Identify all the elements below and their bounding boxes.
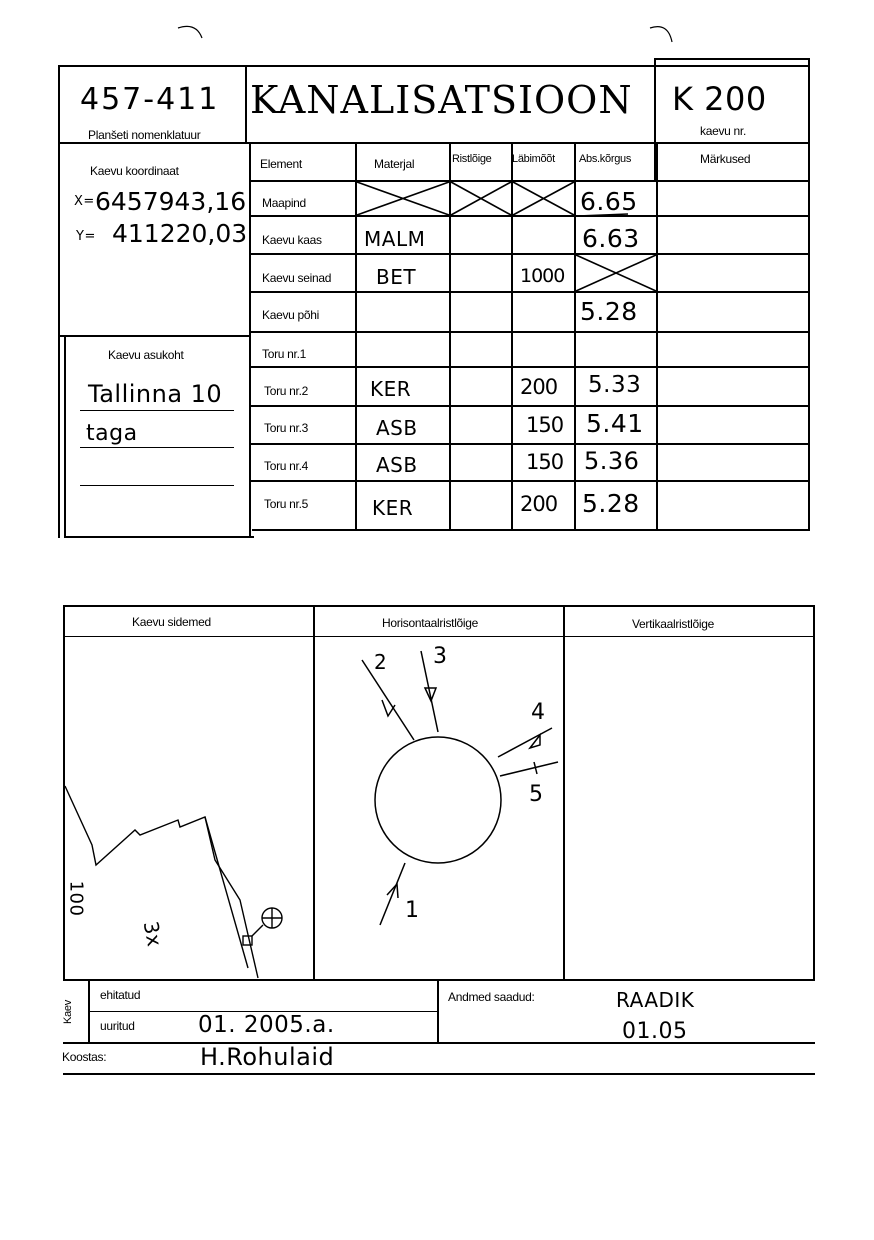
y-value: 411220,03 — [112, 219, 248, 248]
row-element: Maapind — [262, 196, 306, 210]
row-diameter: 1000 — [520, 265, 565, 287]
row-element: Kaevu seinad — [262, 271, 332, 285]
location-label: Kaevu asukoht — [108, 348, 184, 362]
row-height: 5.28 — [582, 489, 640, 518]
pipe-label-1: 1 — [405, 898, 420, 923]
header-diameter: Läbimõõt — [512, 153, 555, 165]
header-material: Materjal — [374, 157, 415, 171]
row-height: 5.33 — [588, 372, 642, 398]
row-material: BET — [376, 265, 417, 289]
row-diameter: 200 — [520, 375, 558, 399]
row-material: ASB — [376, 453, 418, 477]
data-date-value: 01.05 — [622, 1019, 688, 1044]
row-element: Toru nr.5 — [264, 497, 308, 511]
header-abs-height: Abs.kõrgus — [579, 153, 632, 165]
row-element: Toru nr.3 — [264, 421, 308, 435]
header-notes: Märkused — [700, 152, 751, 166]
surveyed-label: uuritud — [100, 1019, 135, 1033]
pipe-label-4: 4 — [531, 700, 546, 725]
house-number: 100 — [65, 880, 87, 917]
row-height: 6.65 — [580, 187, 638, 216]
row-element: Toru nr.2 — [264, 384, 308, 398]
row-element: Toru nr.1 — [262, 347, 306, 361]
row-element: Kaevu kaas — [262, 233, 322, 247]
author-label: Koostas: — [62, 1050, 107, 1064]
data-source-value: RAADIK — [616, 988, 695, 1012]
author-value: H.Rohulaid — [200, 1043, 335, 1071]
location-line1: Tallinna 10 — [88, 380, 223, 408]
x-prefix: X= — [74, 194, 95, 209]
built-label: ehitatud — [100, 988, 141, 1002]
row-diameter: 200 — [520, 492, 558, 516]
nomenclature-value: 457-411 — [80, 82, 220, 117]
x-value: 6457943,16 — [95, 187, 247, 216]
row-height: 5.36 — [584, 447, 640, 475]
location-line2: taga — [86, 421, 138, 446]
row-material: KER — [372, 496, 414, 520]
coords-label: Kaevu koordinaat — [90, 164, 179, 178]
nomenclature-label: Planšeti nomenklatuur — [88, 128, 201, 142]
surveyed-value: 01. 2005.a. — [198, 1012, 335, 1038]
pipe-label-3: 3 — [433, 644, 448, 669]
row-element: Toru nr.4 — [264, 459, 308, 473]
well-number-label: kaevu nr. — [700, 124, 746, 138]
col-connections-label: Kaevu sidemed — [132, 615, 211, 629]
row-diameter: 150 — [526, 413, 564, 437]
form-title: KANALISATSIOON — [250, 78, 633, 122]
row-material: MALM — [364, 227, 426, 251]
footer-side-label: Kaev — [61, 1000, 74, 1024]
col-horizontal-label: Horisontaalristlõige — [382, 616, 479, 630]
row-material: KER — [370, 377, 412, 401]
row-diameter: 150 — [526, 450, 564, 474]
col-vertical-label: Vertikaalristlõige — [632, 617, 714, 631]
pipe-label-2: 2 — [374, 650, 388, 674]
header-cross-section: Ristlõige — [452, 153, 492, 165]
row-height: 5.28 — [580, 297, 638, 326]
row-height: 6.63 — [582, 224, 640, 253]
row-material: ASB — [376, 416, 418, 440]
row-height: 5.41 — [586, 409, 644, 438]
row-element: Kaevu põhi — [262, 308, 320, 322]
y-prefix: Y= — [76, 229, 96, 244]
well-number-value: K 200 — [672, 80, 767, 118]
pipe-label-5: 5 — [529, 782, 544, 807]
data-source-label: Andmed saadud: — [448, 990, 535, 1004]
header-element: Element — [260, 157, 302, 171]
sketch-note: 3x — [138, 919, 167, 949]
